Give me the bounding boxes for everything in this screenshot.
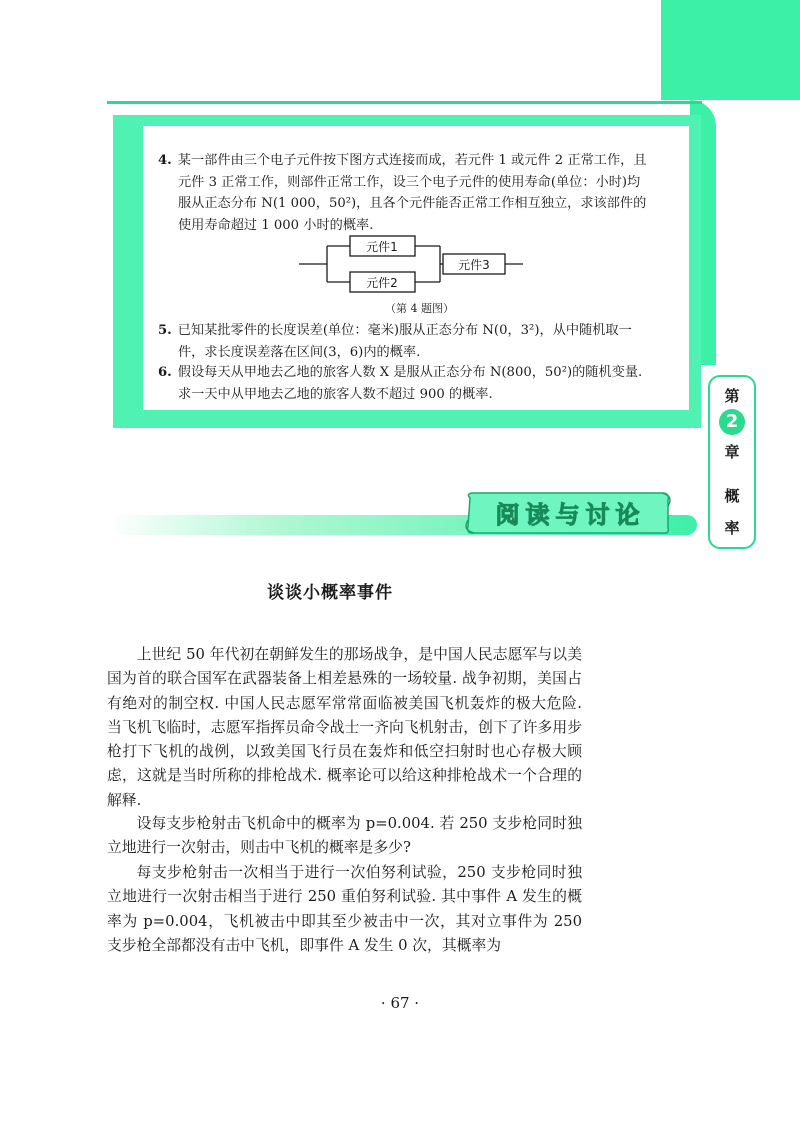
- chapter-color-tab: [661, 0, 800, 100]
- chapter-title-char: 率: [724, 519, 740, 537]
- exercise-line: 假设每天从甲地去乙地的旅客人数 X 是服从正态分布 N(800，50²)的随机变量.: [177, 365, 643, 380]
- article-paragraph: 上世纪 50 年代初在朝鲜发生的那场战争，是中国人民志愿军与以美国为首的联合国军在武器装备上相差悬殊的一场较量. 战争初期，美国占有绝对的制空权. 中国人民志愿军常常面临被美国飞机轰炸的极大危险. 当飞机飞临时，志愿军指挥员命令战士一齐向飞机射击，创下了许多用步枪打下飞机的战例，以致美国飞行员在轰炸和低空扫射时也心存极大顾虑，这就是当时所称的排枪战术. 概率论可以给这种排枪战术一个合理的解释.: [107, 646, 582, 809]
- header-rule: [107, 101, 702, 104]
- chapter-label-di: 第: [724, 387, 740, 405]
- component-2-label: 元件2: [366, 276, 398, 290]
- article-paragraph: 设每支步枪射击飞机命中的概率为 p=0.004. 若 250 支步枪同时独立地进行一次射击，则击中飞机的概率是多少?: [107, 815, 582, 857]
- exercise-number: 4.: [158, 153, 172, 168]
- exercise-line: 件，求长度误差落在区间(3，6)内的概率.: [178, 344, 421, 360]
- exercise-line: 已知某批零件的长度误差(单位：毫米)服从正态分布 N(0，3²)，从中随机取一: [177, 323, 632, 338]
- exercise-4: [158, 150, 678, 236]
- figure-caption: （第 4 题图）: [385, 302, 454, 315]
- exercise-line: 某一部件由三个电子元件按下图方式连接而成，若元件 1 或元件 2 正常工作，且: [177, 153, 647, 168]
- circuit-diagram: [295, 230, 525, 298]
- page-number: · 67 ·: [380, 994, 420, 1012]
- exercise-5: [158, 320, 678, 363]
- section-banner-title: 阅读与讨论: [495, 501, 646, 529]
- exercise-line: 服从正态分布 N(1 000，50²)，且各个元件能否正常工作相互独立，求该部件的: [178, 196, 647, 211]
- component-3-label: 元件3: [458, 258, 490, 272]
- component-1-label: 元件1: [366, 240, 398, 254]
- chapter-title-char: 概: [724, 487, 740, 505]
- chapter-side-tab: [708, 375, 756, 549]
- exercise-6: [158, 362, 678, 405]
- exercise-number: 5.: [158, 323, 172, 338]
- exercise-line: 求一天中从甲地去乙地的旅客人数不超过 900 的概率.: [178, 386, 493, 402]
- exercise-line: 元件 3 正常工作，则部件正常工作，设三个电子元件的使用寿命(单位：小时)均: [178, 174, 641, 190]
- exercise-line: 使用寿命超过 1 000 小时的概率.: [178, 217, 374, 233]
- chapter-number-badge: 2: [719, 409, 745, 435]
- exercise-number: 6.: [158, 365, 172, 380]
- chapter-label-zhang: 章: [724, 443, 740, 461]
- article-title: 谈谈小概率事件: [267, 583, 393, 603]
- article-paragraph: 每支步枪射击一次相当于进行一次伯努利试验，250 支步枪同时独立地进行一次射击相当于进行 250 重伯努利试验. 其中事件 A 发生的概率为 p=0.004，飞机被击中即其至少被击中一次，其对立事件为 250 支步枪全部都没有击中飞机，即事件 A 发生 0 次，其概率为: [107, 864, 582, 954]
